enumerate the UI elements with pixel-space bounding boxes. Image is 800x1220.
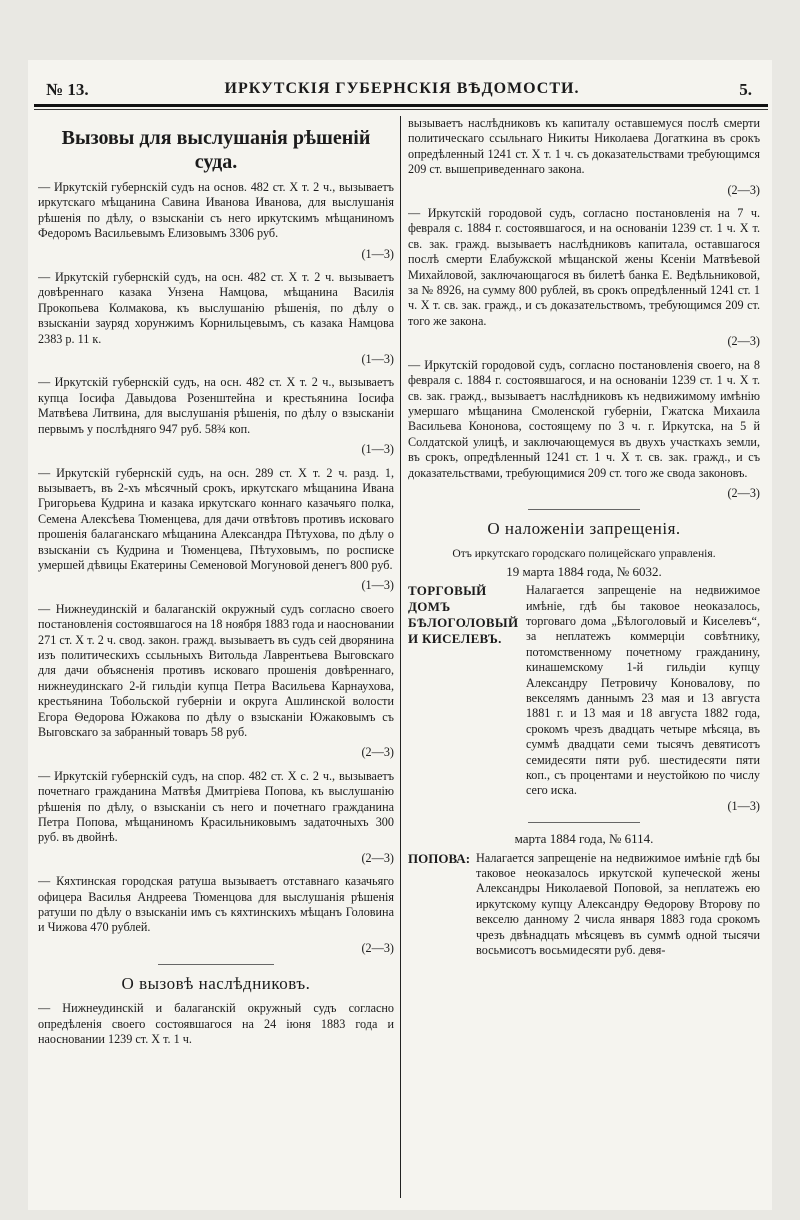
newspaper-page	[28, 60, 772, 1210]
notice-text: — Кяхтинская городская ратуша вызываетъ отставнаго казачьяго офицера Василья Андреева Тюменцова для выслушанія рѣшенія ратуши по дѣлу о взысканіи имъ съ кяхтинскихъ мѣщанъ Головина и Чижова 470 рублей.	[38, 874, 394, 935]
notice-date: 19 марта 1884 года, № 6032.	[506, 563, 662, 579]
notice-ref: (2—3)	[727, 182, 760, 197]
notice-ref: (2—3)	[361, 940, 394, 955]
issuer-line: Отъ иркутскаго городскаго полицейскаго управленія.	[452, 547, 716, 561]
notice-ref: (1—3)	[727, 798, 760, 813]
notice-ref: (1—3)	[361, 246, 394, 261]
notice-ref: (1—3)	[361, 352, 394, 367]
section-separator	[158, 964, 274, 965]
right-column	[408, 116, 760, 1200]
debtor-name: ПОПОВА:	[408, 850, 471, 866]
notice-ref: (2—3)	[727, 485, 760, 500]
notice-date: марта 1884 года, № 6114.	[514, 831, 654, 847]
debtor-text: Налагается запрещеніе на недвижимое имѣніе гдѣ бы таковое неоказалось иркутской купеческой жены Александры Николаевой Поповой, за неплатежъ ею иркутскому купцу Александру Ѳедорову Второву по векселю данному 2 числа января 1883 года срокомъ чрезъ двѣнадцать мѣсяцевъ въ суммѣ одной тысячи восьмисотъ восьмидесяти руб. девя-	[476, 850, 760, 958]
tradehouse-name: ТОРГОВЫЙ ДОМЪ БѢЛОГОЛОВЫЙ И КИСЕЛЕВЪ.	[408, 583, 519, 647]
header-rule	[34, 104, 768, 107]
section-separator	[528, 509, 640, 510]
tradehouse-notice	[408, 583, 760, 799]
notice-text: — Иркутскій губернскій судъ на основ. 482 ст. X т. 2 ч., вызываетъ иркутскаго мѣщанина Савина Иванова Иванова, для выслушанія рѣшенія по дѣлу, о взысканіи съ него иркутскимъ мѣщаниномъ Федоромъ Васильевымъ Елизовымъ 3306 руб.	[38, 180, 394, 241]
header-rule-thin	[34, 109, 768, 110]
notice-text: — Иркутскій городовой судъ, согласно постановленія на 7 ч. февраля с. 1884 г. состоявшагося, и на основаніи 1239 ст. 1 ч. X т. св. зак. гражд. вызываетъ наслѣдниковъ капитала, оставшагося послѣ смерти Елабужской мѣщанской жены Ксеніи Матвѣевой Михайловой, заключающагося въ билетѣ банка Е. Ведѣльниковой, за № 8926, на сумму 800 рублей, въ срокъ опредѣленный 1241 ст. 1 ч. X т. св. зак. гражд., и съ доказательствомъ, требующимся 209 ст. того же закона.	[408, 206, 760, 328]
notice-ref: (1—3)	[361, 578, 394, 593]
section-title-heirs: О вызовѣ наслѣдниковъ.	[121, 974, 311, 994]
popova-notice	[408, 851, 760, 959]
notice-text: — Иркутскій губернскій судъ, на спор. 482 ст. X с. 2 ч., вызываетъ почетнаго гражданина Матвѣя Дмитріева Попова, къ выслушанію рѣшенія по дѣлу, о взысканіи съ него и почетнаго гражданина Петра Попова, мѣщаниномъ Красильниковымъ задаточныхъ 300 руб. въ двойнѣ.	[38, 768, 394, 845]
notice-text: вызываетъ наслѣдниковъ къ капиталу оставшемуся послѣ смерти политическаго ссыльнаго Никиты Николаева Догаткина въ срокъ опредѣленный 1241 ст. X т. 1 ч. съ доказательствами требующимся 209 ст. вышеприведеннаго закона.	[408, 116, 760, 177]
notice-text: — Иркутскій губернскій судъ, на осн. 482 ст. X т. 2 ч. вызываетъ довѣреннаго казака Унзена Намцова, мѣщанина Василія Прокопьева Колмакова, къ выслушанію рѣшенія, по дѣлу о взысканіи зауряд хорунжимъ Корнильцевымъ, съ казака Намцова 2383 р. 11 к.	[38, 270, 394, 346]
section-title-prohibition: О наложеніи запрещенія.	[487, 519, 681, 539]
section-separator	[528, 822, 640, 823]
notice-text: — Иркутскій губернскій судъ, на осн. 482 ст. X т. 2 ч., вызываетъ купца Іосифа Давыдова Розенштейна и крестьянина Іосифа Матвѣева Литвина, для выслушанія рѣшенія, по дѣлу о взысканіи первымъ у послѣдняго 947 руб. 58¾ коп.	[38, 375, 394, 436]
notice-ref: (1—3)	[361, 442, 394, 457]
page-header	[40, 74, 764, 104]
notice-ref: (2—3)	[361, 745, 394, 760]
notice-text: — Иркутскій городовой судъ, согласно постановленія своего, на 8 февраля с. 1884 г. состоявшагося, и на основаніи 1239 ст. 1 ч. X т. св. зак. гражд., вызываетъ наслѣдниковъ къ недвижимому имѣнію умершаго мѣщанина Смоленской губерніи, Гжатска Михаила Васильева Кононова, состоящему по 3 ч. г. Иркутска, на 5 й Солдатской улицѣ, и заключающемуся въ двухъ участкахъ земли, въ срокъ, опредѣленный 1241 ст. 1 ч. X т. св. зак. гражд., и съ доказательствами, требующимися 209 ст. того же свода законовъ.	[408, 357, 760, 480]
tradehouse-text: Налагается запрещеніе на недвижимое имѣніе, гдѣ бы таковое неоказалось, торговаго дома „Бѣлоголовый и Киселевъ“, за неплатежъ коммерціи совѣтнику, потомственному почетному гражданину, кинашемскому 1-й гильдіи купцу Александру Петровичу Коноваловy, по векселямъ даннымъ 23 мая и 13 августа 1881 г. и 13 мая и 18 августа 1882 года, срокомъ чрезъ двадцать четыре мѣсяца, въ суммѣ двадцати семи тысячъ девятисотъ семидесяти пяти руб. шестидесяти пяти коп., съ процентами и неустойкою по числу сего иска.	[526, 583, 760, 798]
page-number: 5.	[739, 80, 752, 99]
notice-text: — Иркутскій губернскій судъ, на осн. 289 ст. X т. 2 ч. разд. 1, вызываетъ, въ 2-хъ мѣсячный срокъ, иркутскаго мѣщанина Ивана Григорьева Кудрина и казака иркутскаго коннаго казачьяго полка, Семена Алексѣева Тюменцева, для дачи отвѣтовъ противъ исковаго прошенія балаганскаго мѣщанина Александра Пѣтухова, по дѣлу о взысканіи съ Кудрина и Тюменцева, Пѣтуховымъ, по росписке умершей дѣвицы Екатерины Семеновой Могуновой денегъ 800 руб.	[38, 465, 394, 572]
notice-text: — Нижнеудинскій и балаганскій окружный судъ согласно своего постановленія состоявшагося на 18 ноября 1883 года и наосновании 271 ст. X т. 2 ч. свод. закон. гражд. вызываетъ въ судъ сей дворянина изъ политическихъ ссыльныхъ Витольда Лаврентьева Выговскаго для дачи объясненія противъ исковаго прошенія довѣреннаго, нижнеудинскаго 2-й гильдіи купца Петра Васильева Карнаухова, крестьянина Тобольской губерніи и округа Ашлинской волости Егора Ѳедорова Южакова по дѣлу о взысканіи Южаковымъ съ Выговскаго за забранный товаръ 58 руб.	[38, 601, 394, 739]
notice-ref: (2—3)	[361, 850, 394, 865]
left-column	[38, 116, 394, 1200]
section-title-summons: Вызовы для выслушанія рѣшеній суда.	[61, 127, 371, 173]
notice-ref: (2—3)	[727, 334, 760, 349]
issue-number: № 13.	[46, 80, 89, 99]
column-divider	[400, 116, 401, 1198]
notice-text: — Нижнеудинскій и балаганскій окружный судъ согласно опредѣленія своего состоявшагося на 24 іюня 1883 года и наосновании 1239 ст. X т. 1 ч.	[38, 1001, 394, 1047]
newspaper-title: ИРКУТСКІЯ ГУБЕРНСКІЯ ВѢДОМОСТИ.	[224, 80, 580, 97]
